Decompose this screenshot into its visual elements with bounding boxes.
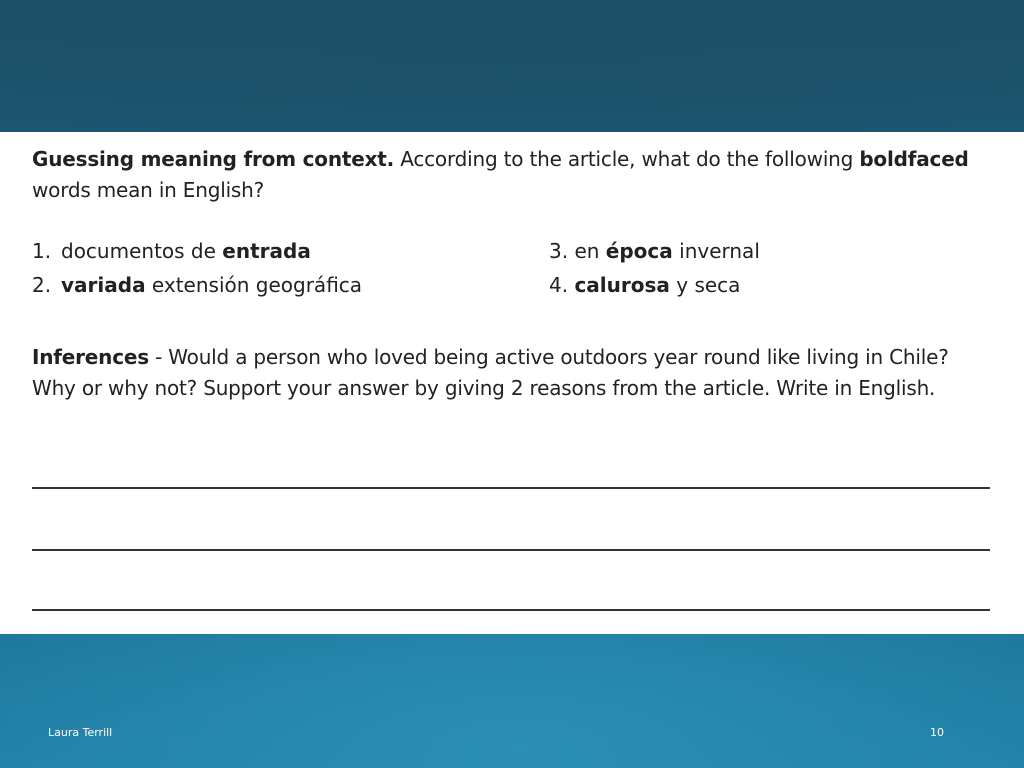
inferences-text: - Would a person who loved being active outdoors year round like living in Chile? Why or why not? Support your answer by giving 2 reasons from the article. Write in English. bbox=[32, 345, 949, 400]
vocab-item-1 bbox=[32, 239, 311, 263]
vocab-bold-word: calurosa bbox=[574, 273, 670, 297]
slide-number: 10 bbox=[930, 726, 944, 739]
vocab-number: 3. bbox=[549, 239, 569, 263]
inferences-heading: Inferences bbox=[32, 345, 149, 369]
vocab-number: 4. bbox=[549, 273, 569, 297]
vocab-bold-word: entrada bbox=[222, 239, 311, 263]
vocab-text: en bbox=[574, 239, 606, 263]
context-text-part1: According to the article, what do the following bbox=[394, 147, 860, 171]
context-bold-word: boldfaced bbox=[859, 147, 969, 171]
answer-line[interactable] bbox=[32, 609, 990, 611]
context-instructions bbox=[32, 144, 992, 206]
inferences-question bbox=[32, 342, 992, 404]
vocab-number: 1. bbox=[32, 239, 52, 263]
vocab-bold-word: época bbox=[605, 239, 673, 263]
worksheet-panel bbox=[0, 132, 1024, 634]
answer-line[interactable] bbox=[32, 549, 990, 551]
vocab-text: invernal bbox=[672, 239, 760, 263]
answer-line[interactable] bbox=[32, 487, 990, 489]
vocab-text: y seca bbox=[669, 273, 741, 297]
context-heading: Guessing meaning from context. bbox=[32, 147, 395, 171]
footer-author: Laura Terrill bbox=[48, 726, 113, 739]
vocab-text: extensión geográfica bbox=[145, 273, 363, 297]
vocab-row bbox=[32, 273, 992, 303]
vocab-bold-word: variada bbox=[61, 273, 146, 297]
vocab-item-2 bbox=[32, 273, 362, 297]
vocab-item-3 bbox=[549, 239, 760, 263]
context-text-part2: words mean in English? bbox=[32, 178, 265, 202]
vocab-item-4 bbox=[549, 273, 740, 297]
vocab-row bbox=[32, 239, 992, 269]
vocab-text: documentos de bbox=[61, 239, 223, 263]
vocab-number: 2. bbox=[32, 273, 52, 297]
